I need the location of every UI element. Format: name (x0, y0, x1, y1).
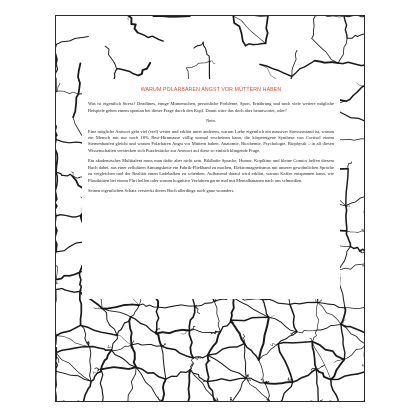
crack-line (231, 298, 234, 320)
crack-line (193, 355, 207, 358)
crack-line (100, 369, 103, 402)
crack-line (203, 42, 209, 61)
crack-line (56, 336, 90, 347)
crack-line (195, 301, 215, 306)
crack-line (156, 334, 161, 346)
crack-line (56, 353, 91, 382)
crack-line (158, 305, 195, 308)
crack-line (139, 304, 158, 307)
crack-line (347, 34, 365, 38)
crack-line (56, 140, 57, 173)
crack-line (138, 33, 164, 42)
crack-line (56, 63, 58, 91)
crack-line (344, 16, 347, 38)
crack-line (161, 346, 193, 358)
crack-line (293, 369, 317, 382)
crack-line (278, 344, 293, 382)
crack-line (317, 324, 341, 330)
crack-line (216, 398, 218, 402)
crack-line (56, 371, 91, 381)
crack-line (338, 264, 365, 270)
crack-line (56, 195, 57, 216)
crack-line (185, 402, 188, 403)
crack-line (56, 37, 88, 45)
crack-line (341, 324, 365, 333)
paragraph-5: Seinen eigentlichen Schatz versteckt dieses Buch allerdings noch ganz woanders. (88, 188, 235, 194)
paragraph-3: Eine mögliche Antwort geht viel (viel) weiter und erklärt unter anderem, warum Liebe eigentlich ein massiver Stresszustand ist, warum ein Mensch mit nur noch 10% Rest-Hirnmasse völlig normal erscheinen kann, die körpereigene Synthese von Cortisol einem Sternenhaufen gleicht und warum Polarbären Angst vor Müttern haben. Anatomie, Biochemie, Psychologie, Biophysik – in all diesen Wissenschaften verstecken sich Puzzlestücke zur Antwort auf diese so einfach klingende Frage. (88, 128, 334, 153)
crack-line (265, 382, 293, 384)
crack-line (112, 335, 118, 350)
crack-line (359, 251, 365, 253)
crack-line (220, 320, 230, 331)
crack-line (153, 16, 190, 17)
crack-line (56, 45, 57, 64)
crack-line (101, 367, 136, 369)
crack-line (56, 325, 81, 335)
crack-line (312, 16, 316, 38)
crack-line (156, 330, 189, 334)
crack-line (297, 330, 317, 333)
crack-line (246, 43, 266, 45)
crack-line (312, 342, 344, 360)
crack-line (365, 345, 366, 372)
crack-line (56, 215, 81, 217)
crack-line (231, 378, 246, 402)
crack-line (315, 16, 344, 17)
crack-line (290, 304, 297, 331)
crack-line (188, 370, 191, 403)
crack-line (78, 63, 80, 94)
crack-line (312, 342, 316, 369)
crack-line (131, 344, 161, 347)
crack-line (269, 317, 297, 331)
crack-line (344, 345, 365, 360)
crack-line (117, 69, 139, 76)
crack-line (73, 94, 78, 117)
crack-line (90, 347, 112, 351)
crack-line (56, 252, 58, 280)
crack-line (316, 303, 319, 331)
crack-line (128, 16, 130, 20)
crack-line (316, 365, 324, 369)
crack-line (244, 344, 246, 379)
crack-line (318, 300, 322, 303)
crack-line (129, 16, 138, 33)
crack-line (346, 231, 350, 247)
crack-line (56, 280, 57, 290)
crack-line (194, 42, 203, 48)
crack-line (266, 16, 268, 43)
crack-line (56, 353, 57, 372)
crack-line (112, 345, 132, 351)
crack-line (345, 307, 365, 309)
crack-line (56, 347, 90, 353)
crack-line (318, 303, 345, 308)
crack-line (214, 301, 220, 331)
crack-line (363, 364, 366, 371)
text-panel (82, 79, 340, 299)
crack-line (346, 206, 347, 231)
crack-line (208, 382, 218, 402)
crack-line (347, 231, 365, 233)
crack-line (292, 61, 315, 77)
crack-line (331, 380, 338, 403)
crack-line (344, 16, 365, 17)
crack-line (56, 91, 78, 94)
crack-line (364, 196, 365, 231)
crack-line (117, 317, 131, 336)
crack-line (162, 379, 166, 402)
crack-line (338, 62, 365, 65)
crack-line (218, 401, 232, 402)
crack-line (56, 126, 57, 140)
crack-line (56, 172, 57, 195)
crack-line (56, 289, 80, 293)
crack-line (260, 64, 292, 76)
crack-line (341, 308, 346, 325)
crack-line (161, 346, 166, 379)
crack-line (230, 398, 232, 402)
crack-line (312, 330, 317, 342)
crack-line (338, 247, 350, 271)
crack-line (346, 169, 348, 206)
crack-line (208, 355, 247, 378)
crack-line (346, 196, 365, 206)
paragraph-1: Was ist eigentlich Stress? Deadlines, einige Mitmenschen, persönliche Probleme, Sport, Ernährung und noch viele weitere mögliche Beispiele gehen einem spontan bei dieser Frage durch den Kopf. Damit wäre das doch aber beantwortet, oder? (88, 101, 334, 113)
book-page (55, 15, 365, 402)
crack-line (312, 38, 339, 63)
paragraph-2: Nein. (206, 118, 216, 124)
crack-line (186, 61, 209, 68)
crack-line (131, 305, 140, 317)
crack-line (279, 402, 318, 403)
crack-line (84, 381, 92, 402)
crack-line (158, 397, 162, 402)
crack-line (128, 367, 136, 402)
crack-line (138, 63, 150, 76)
crack-line (271, 402, 279, 403)
crack-line (316, 369, 318, 402)
crack-line (56, 216, 57, 252)
page-title: WARUM POLARBÄREN ANGST VOR MÜTTERN HABEN (140, 87, 282, 93)
crack-line (102, 309, 117, 336)
crack-line (231, 317, 269, 320)
crack-line (112, 350, 137, 367)
crack-line (117, 335, 131, 345)
crack-line (233, 16, 245, 46)
crack-line (209, 61, 215, 64)
crack-line (56, 272, 80, 279)
crack-line (245, 344, 259, 361)
paragraph-4: Ein akademisches Multitalent muss man dafür aber nicht sein. Bildhafte Sprache, Humor, Kopfkino und kleine Comics helfen diesem Buch dabei, aus einer zellulären Atmungskette ein Fabrik-Fließband zu machen, Elektromagnetismus mit unserer gewöhnlichen Sprache zu vergleichen und der Realität einen Ladebalken zu schenken. Aufbauend darauf wird erklärt, warum Kaffee entspannen kann, wie Plastiktüten bei einem Flirt helfen oder warum kognitive Verfahren gerne mal mit Mentalbananen nach uns schmeißen. (88, 158, 334, 183)
crack-line (129, 317, 131, 345)
crack-line (341, 324, 345, 359)
crack-line (331, 360, 344, 380)
crack-line (357, 83, 365, 86)
crack-line (348, 162, 352, 169)
crack-line (56, 172, 73, 176)
crack-line (102, 305, 139, 309)
crack-line (346, 85, 365, 101)
crack-line (278, 342, 312, 344)
crack-line (318, 303, 341, 325)
crack-line (350, 247, 365, 252)
crack-line (364, 399, 365, 402)
crack-line (279, 382, 292, 402)
crack-line (166, 370, 191, 380)
crack-line (56, 400, 64, 402)
crack-line (263, 299, 290, 304)
crack-line (101, 350, 112, 369)
crack-line (318, 401, 338, 402)
crack-line (208, 378, 247, 381)
crack-line (290, 302, 318, 304)
crack-line (131, 317, 157, 334)
crack-line (105, 46, 117, 69)
crack-line (233, 16, 265, 43)
crack-line (189, 331, 193, 359)
crack-line (338, 38, 347, 63)
crack-line (90, 347, 92, 382)
